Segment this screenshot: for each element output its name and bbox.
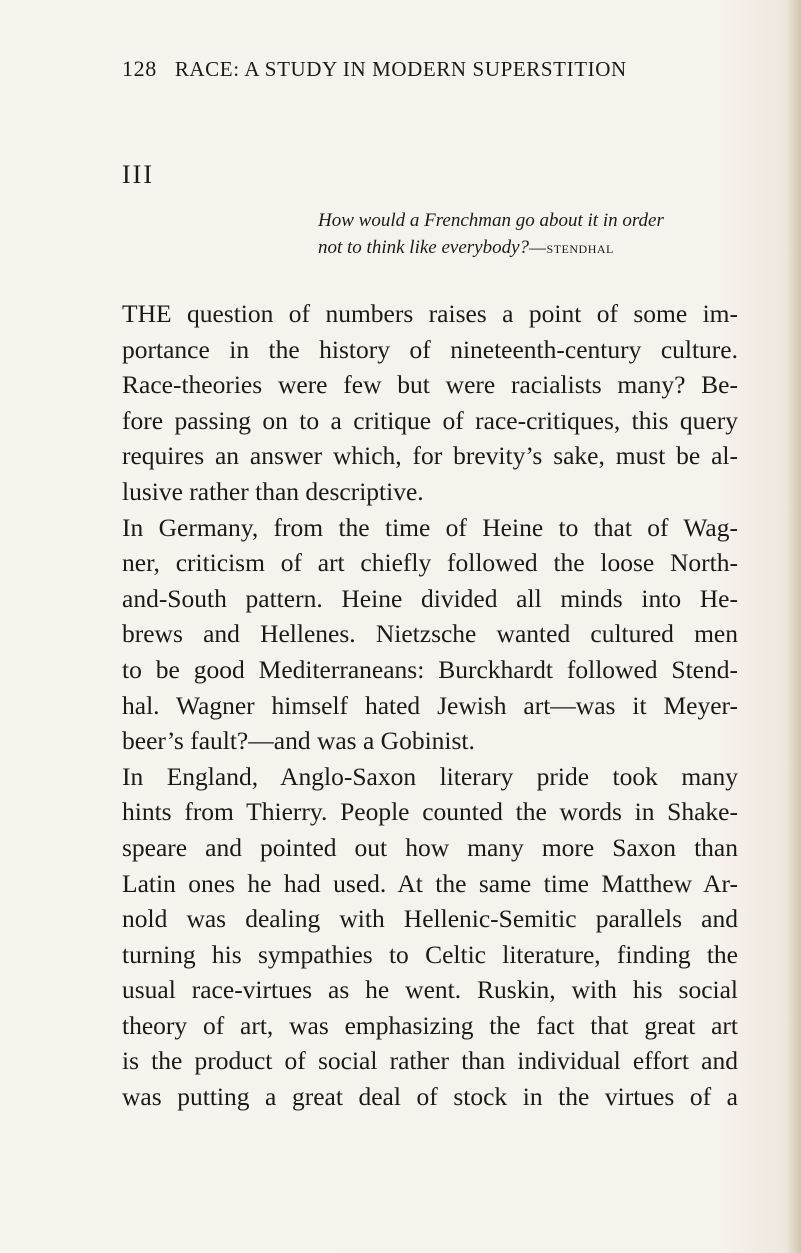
page-edge-shadow [787,0,801,1253]
text-line: requires an answer which, for brevity’s sake, must be al- [122,441,738,471]
body-text [122,296,738,1115]
section-number: III [122,160,154,189]
paragraph-2 [122,510,738,759]
page-number: 128 [122,56,157,81]
text-line: hints from Thierry. People counted the words in Shake- [122,797,738,827]
text-line: turning his sympathies to Celtic literature, finding the [122,939,738,969]
running-head [122,56,627,82]
text-line: THE question of numbers raises a point of some im- [122,299,738,328]
epigraph-line-1: How would a Frenchman go about it in order [318,210,664,231]
epigraph [318,207,738,261]
text-line: speare and pointed out how many more Saxon than [122,832,738,862]
epigraph-line-2-text: not to think like everybody? [318,237,530,258]
text-line: to be good Mediterraneans: Burckhardt followed Stend- [122,654,738,684]
text-line: nold was dealing with Hellenic-Semitic parallels and [122,904,738,934]
text-line: Race-theories were few but were racialists many? Be- [122,370,738,400]
text-line: lusive rather than descriptive. [122,476,424,506]
epigraph-dash: — [529,238,547,257]
paragraph-3 [122,759,738,1115]
text-line: and-South pattern. Heine divided all minds into He- [122,583,738,613]
text-line: In Germany, from the time of Heine to that of Wag- [122,512,738,542]
text-line: brews and Hellenes. Nietzsche wanted cultured men [122,619,738,649]
text-line: Latin ones he had used. At the same time Matthew Ar- [122,868,738,898]
epigraph-attribution: stendhal [546,238,614,257]
text-line: beer’s fault?—and was a Gobinist. [122,726,475,756]
text-line: hal. Wagner himself hated Jewish art—was it Meyer- [122,690,738,720]
text-line: was putting a great deal of stock in the virtues of a [122,1082,738,1112]
paragraph-1 [122,296,738,510]
text-line: fore passing on to a critique of race-critiques, this query [122,405,738,435]
text-line: usual race-virtues as he went. Ruskin, with his social [122,975,738,1005]
text-line: theory of art, was emphasizing the fact that great art [122,1010,738,1040]
text-line: ner, criticism of art chiefly followed the loose North- [122,548,738,578]
epigraph-line-2 [318,234,738,261]
text-line: In England, Anglo-Saxon literary pride took many [122,761,738,791]
text-line: is the product of social rather than individual effort and [122,1046,738,1076]
running-head-title: RACE: A STUDY IN MODERN SUPERSTITION [174,57,627,81]
text-line: portance in the history of nineteenth-century culture. [122,334,738,364]
